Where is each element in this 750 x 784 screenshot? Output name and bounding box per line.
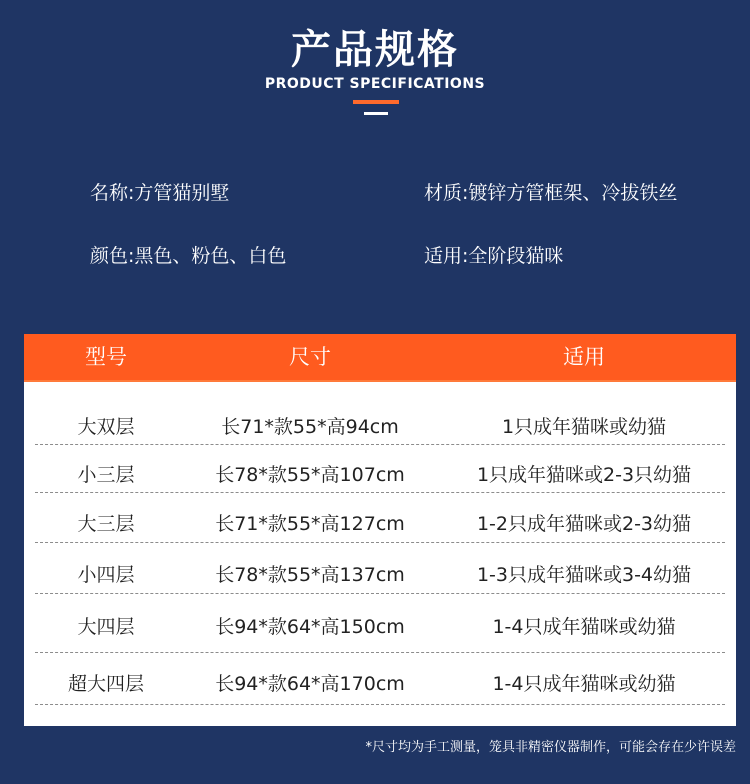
title-underline-white bbox=[364, 112, 388, 115]
cell-model: 超大四层 bbox=[67, 673, 144, 695]
row-divider bbox=[35, 444, 725, 445]
page-subtitle: PRODUCT SPECIFICATIONS bbox=[264, 76, 486, 92]
cell-size: 长71*款55*高127cm bbox=[215, 513, 405, 535]
cell-model: 小三层 bbox=[77, 464, 135, 486]
cell-model: 大四层 bbox=[77, 616, 135, 638]
cell-size: 长71*款55*高94cm bbox=[221, 416, 399, 438]
row-divider bbox=[35, 704, 725, 705]
cell-model: 大双层 bbox=[77, 416, 135, 438]
cell-size: 长78*款55*高107cm bbox=[215, 464, 405, 486]
cell-usage: 1-3只成年猫咪或3-4幼猫 bbox=[476, 564, 692, 586]
cell-size: 长94*款64*高170cm bbox=[215, 673, 405, 695]
row-divider bbox=[35, 652, 725, 653]
page-title: 产品规格 bbox=[291, 27, 459, 73]
table-header bbox=[24, 334, 736, 382]
cell-usage: 1-4只成年猫咪或幼猫 bbox=[492, 616, 676, 638]
info-usage: 适用:全阶段猫咪 bbox=[424, 245, 564, 267]
header-usage: 适用 bbox=[563, 345, 605, 369]
info-color: 颜色:黑色、粉色、白色 bbox=[90, 245, 287, 267]
cell-size: 长94*款64*高150cm bbox=[215, 616, 405, 638]
cell-usage: 1只成年猫咪或幼猫 bbox=[501, 416, 667, 438]
cell-usage: 1-2只成年猫咪或2-3幼猫 bbox=[476, 513, 692, 535]
row-divider bbox=[35, 593, 725, 594]
header-model: 型号 bbox=[85, 345, 127, 369]
info-material: 材质:镀锌方管框架、冷拔铁丝 bbox=[424, 182, 678, 204]
footnote: *尺寸均为手工测量，笼具非精密仪器制作，可能会存在少许误差 bbox=[365, 740, 736, 755]
row-divider bbox=[35, 492, 725, 493]
cell-usage: 1只成年猫咪或2-3只幼猫 bbox=[476, 464, 692, 486]
cell-model: 小四层 bbox=[77, 564, 135, 586]
row-divider bbox=[35, 542, 725, 543]
header-size: 尺寸 bbox=[289, 345, 331, 369]
cell-usage: 1-4只成年猫咪或幼猫 bbox=[492, 673, 676, 695]
info-name: 名称:方管猫别墅 bbox=[90, 182, 230, 204]
title-underline-accent bbox=[353, 100, 399, 104]
spec-table bbox=[24, 334, 736, 726]
cell-size: 长78*款55*高137cm bbox=[215, 564, 405, 586]
cell-model: 大三层 bbox=[77, 513, 135, 535]
